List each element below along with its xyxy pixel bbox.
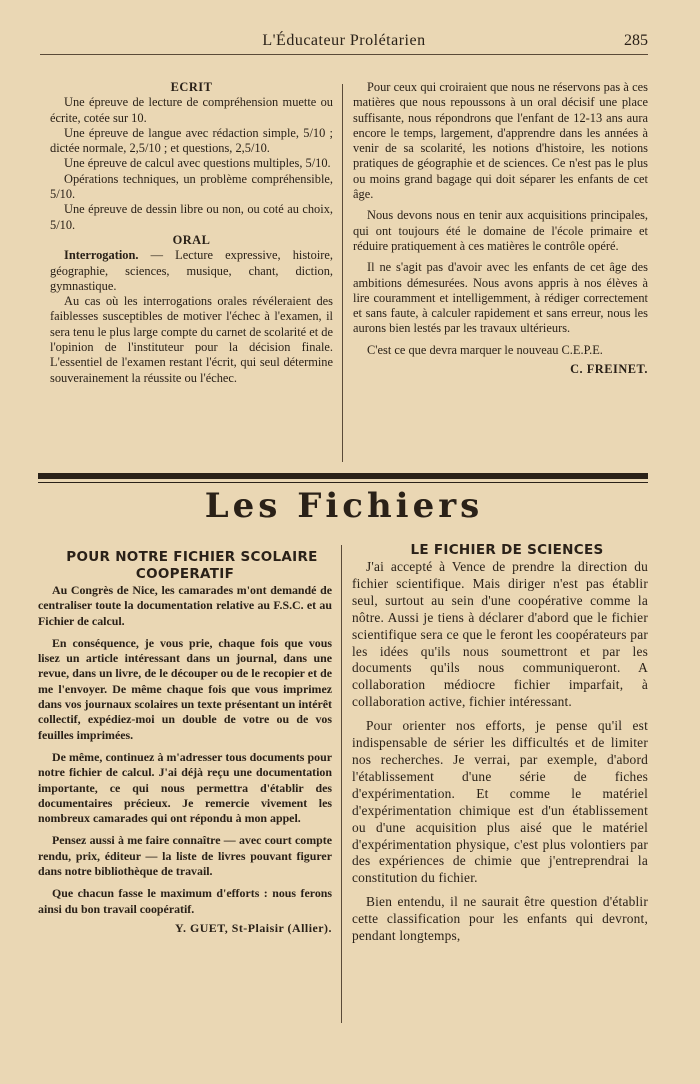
paragraph: J'ai accepté à Vence de prendre la direction du fichier scientifique. Mais diriger n'est pas établir seul, surtout au sein d'une coopérative comme la nôtre. Aussi je tiens à déclarer d'abord que le fichier scientifique sera ce que le feront les coopérateurs par les idées qu'ils nous soumettront et par les documents qu'ils nous communiqueront. A collaboration médiocre fichier imparfait, à collaboration active, fichier intéressant. <box>352 559 648 710</box>
paragraph: En conséquence, je vous prie, chaque fois que vous lisez un article intéressant dans un journal, dans une revue, dans un livre, de le découper ou de le recopier et de me l'envoyer. De même chaque fois que vous imprimez dans vos journaux scolaires un texte présentant un intérêt collectif, expédiez-moi un double de votre ou de vos feuilles imprimées. <box>38 635 332 742</box>
paragraph: Au Congrès de Nice, les camarades m'ont demandé de centraliser toute la documentation relative au F.S.C. et au Fichier de calcul. <box>38 583 332 628</box>
paragraph: Pour ceux qui croiraient que nous ne réservons pas à ces matières que nous repoussons à un oral décisif une place suffisante, nous répondrons que l'enfant de 12-13 ans aura encore le temps, largement, d'apprendre dans les années à venir de sa scolarité, les notions d'histoire, les notions pratiques de géographie et de sciences. Ce n'est pas le plus ou moins grand bagage qui doit séparer les enfants de cet âge. <box>353 80 648 202</box>
ecrit-item: Opérations techniques, un problème compréhensible, 5/10. <box>50 171 333 202</box>
oral-heading: ORAL <box>172 232 211 247</box>
journal-title: L'Éducateur Prolétarien <box>262 32 426 49</box>
signature-freinet: C. FREINET. <box>570 362 648 377</box>
article-heading: LE FICHIER DE SCIENCES <box>410 542 604 558</box>
signature-guet: Y. GUET, St-Plaisir (Allier). <box>175 920 332 935</box>
exam-requirements-column <box>50 80 333 386</box>
paragraph: Que chacun fasse le maximum d'efforts : nous ferons ainsi du bon travail coopératif. <box>38 886 332 916</box>
paragraph: De même, continuez à m'adresser tous documents pour notre fichier de calcul. J'ai déjà reçu une documentation importante, ce qui nous permettra d'établir des documentaires précieux. Je remercie vivement les nombreux camarades qui ont répondu à mon appel. <box>38 749 332 826</box>
ecrit-item: Une épreuve de calcul avec questions multiples, 5/10. <box>64 156 331 171</box>
article-heading: POUR NOTRE FICHIER SCOLAIRE COOPERATIF <box>66 549 318 582</box>
fichier-scolaire-column <box>38 549 332 936</box>
closing-paragraph: Au cas où les interrogations orales révéleraient des faiblesses susceptibles de motiver l'échec à l'examen, il sera tenu le plus large compte du carnet de scolarité et de l'opinion de l'instituteur pour la décision finale. L'essentiel de l'examen restant l'écrit, qui seul détermine souverainement la réussite ou l'échec. <box>50 294 333 385</box>
section-rule <box>38 473 648 479</box>
paragraph: C'est ce que devra marquer le nouveau C.E.P.E. <box>367 342 603 357</box>
ecrit-item: Une épreuve de lecture de compréhension muette ou écrite, cotée sur 10. <box>50 95 333 125</box>
paragraph: Bien entendu, il ne saurait être question d'établir cette classification pour les enfants qui devront, pendant longtemps, <box>352 894 648 944</box>
section-rule-thin <box>38 482 648 483</box>
page-number: 285 <box>624 32 648 49</box>
fichier-sciences-column <box>352 542 648 945</box>
oral-lead: Interrogation. <box>64 248 139 263</box>
column-divider-top <box>342 84 343 462</box>
ecrit-item: Une épreuve de langue avec rédaction simple, 5/10 ; dictée normale, 2,5/10 ; et questions, 2,5/10. <box>50 125 333 156</box>
ecrit-heading: ECRIT <box>170 80 213 94</box>
running-header <box>40 32 648 55</box>
paragraph: Pensez aussi à me faire connaître — avec court compte rendu, prix, éditeur — la liste de livres pouvant figurer dans notre bibliothèque de travail. <box>38 833 332 879</box>
column-divider-bottom <box>341 545 342 1023</box>
paragraph: Nous devons nous en tenir aux acquisitions principales, qui ont toujours été le domaine de l'école primaire et réduire pratiquement à ces matières le contrôle opéré. <box>353 208 648 253</box>
paragraph: Pour orienter nos efforts, je pense qu'il est indispensable de sérier les difficultés et de limiter nos recherches. Je verrai, par exemple, d'abord l'établissement d'une série de fiches d'expérimentation. Et comme le matériel d'expérimentation chimique est d'un établissement ou d'une acquisition plus aisé que le matériel d'expérimentation physique, c'est plus volontiers par des expériences de chimie que j'entreprendrai la constitution du fichier. <box>352 718 648 886</box>
oral-text: — Lecture expressive, histoire, géographie, sciences, musique, chant, diction, gymnastique. <box>50 248 333 293</box>
paragraph: Il ne s'agit pas d'avoir avec les enfants de cet âge des ambitions démesurées. Nous avons appris à nos élèves à lire couramment et intelligemment, à rédiger correctement et sans faute, à calculer rapidement et sans erreur, nous les aurons bien lestés par les travaux ultérieurs. <box>353 260 648 336</box>
oral-paragraph <box>50 248 333 294</box>
commentary-column <box>353 80 648 377</box>
section-title: Les Fichiers <box>204 486 484 526</box>
ecrit-item: Une épreuve de dessin libre ou non, ou coté au choix, 5/10. <box>50 202 333 232</box>
